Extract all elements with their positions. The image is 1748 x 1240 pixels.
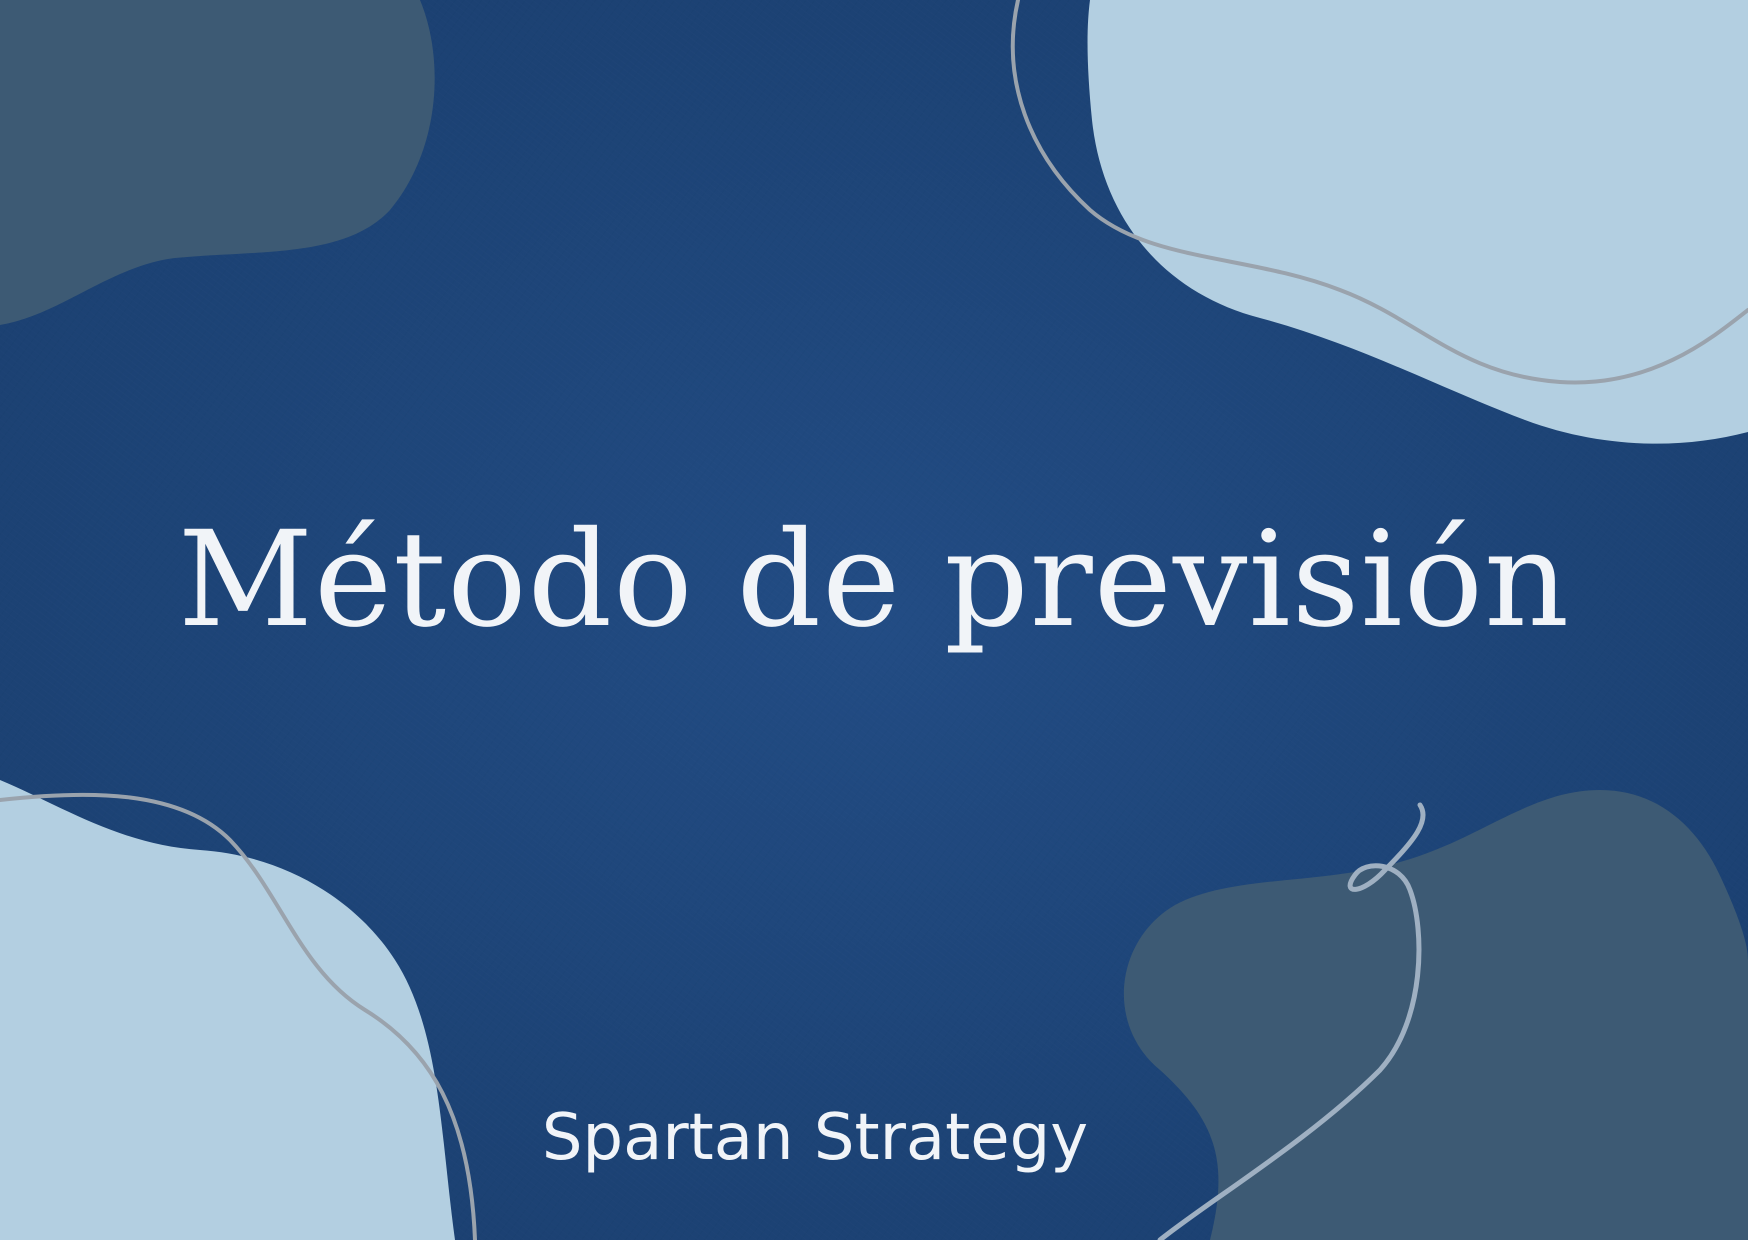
top-right-blob: [1088, 0, 1748, 444]
top-left-blob: [0, 0, 435, 325]
slide-subtitle: Spartan Strategy: [541, 1101, 1089, 1175]
slide-title: Método de previsión: [177, 503, 1571, 657]
